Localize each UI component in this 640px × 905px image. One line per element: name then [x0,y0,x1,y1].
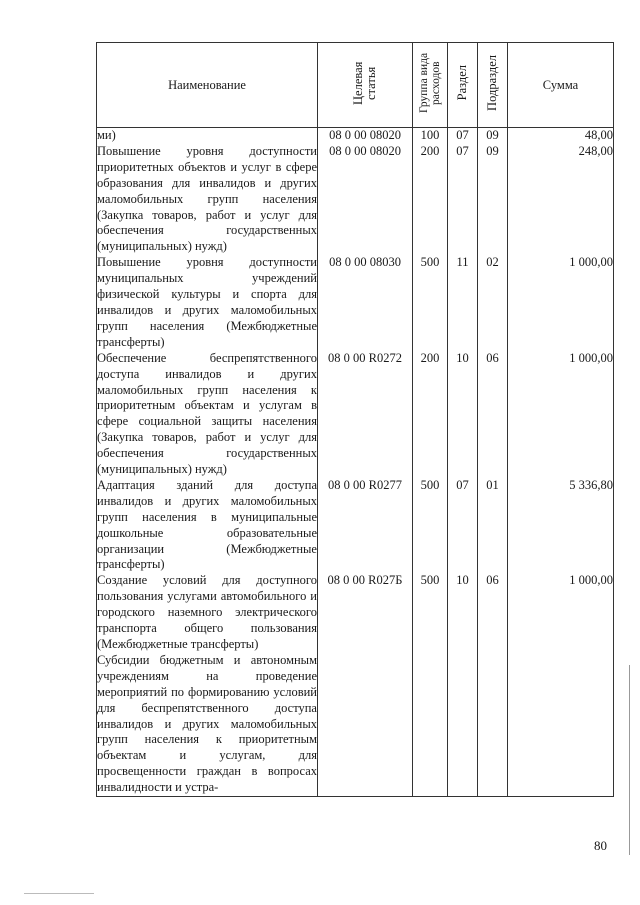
row-sum: 48,00 [508,128,614,144]
row-section: 07 [448,478,478,573]
row-sum: 5 336,80 [508,478,614,573]
row-target [318,653,413,797]
table-row [97,573,614,653]
footer-rule [24,893,94,894]
row-sum: 1 000,00 [508,573,614,653]
row-target: 08 0 00 08020 [318,144,413,255]
row-name: Субсидии бюджетным и автономным учреждениям на проведение мероприятий по формированию условий для беспрепятственного доступа инвалидов и других маломобильных групп населения к приоритетным объектам и услугам, для просвещенности граждан в вопросах инвалидности и устра- [97,653,318,797]
row-target: 08 0 00 08030 [318,255,413,350]
row-group [413,653,448,797]
row-target: 08 0 00 08020 [318,128,413,144]
table-row [97,478,614,573]
table-row [97,128,614,144]
row-sum [508,653,614,797]
row-section: 11 [448,255,478,350]
row-subsection: 06 [478,573,508,653]
budget-table [96,42,614,797]
row-group: 500 [413,573,448,653]
header-name: Наименование [97,43,318,128]
table-body [97,128,614,797]
row-subsection: 06 [478,351,508,478]
scan-edge-line [629,665,630,855]
header-target-article [318,43,413,128]
row-sum: 1 000,00 [508,255,614,350]
row-subsection [478,653,508,797]
header-sum: Сумма [508,43,614,128]
header-expense-group-label: Группа вида расходов [417,52,442,114]
row-group: 200 [413,351,448,478]
row-sum: 248,00 [508,144,614,255]
row-section: 07 [448,144,478,255]
row-name: Обеспечение беспрепятственного доступа инвалидов и других маломобильных групп населения к приоритетным объектам и услугам в сфере социальной защиты населения (Закупка товаров, работ и услуг для обеспечения государственных (муниципальных) нужд) [97,350,317,477]
header-subsection-label: Подраздел [484,55,499,111]
header-section-label: Раздел [454,65,469,101]
row-group: 500 [413,255,448,350]
row-subsection: 09 [478,128,508,144]
page-number: 80 [594,838,607,853]
row-section: 10 [448,573,478,653]
table-row [97,255,614,350]
row-name: Адаптация зданий для доступа инвалидов и других маломобильных групп населения в муниципальные дошкольные образовательные организации (Межбюджетные трансферты) [97,477,317,572]
row-section: 10 [448,351,478,478]
row-section [448,653,478,797]
header-expense-group [413,43,448,128]
row-group: 100 [413,128,448,144]
row-subsection: 02 [478,255,508,350]
row-subsection: 01 [478,478,508,573]
row-target: 08 0 00 R0277 [318,478,413,573]
row-name: Повышение уровня доступности приоритетных объектов и услуг в сфере образования для инвалидов и других маломобильных групп населения (Закупка товаров, работ и услуг для обеспечения государственных (муниципальных) нужд) [97,143,317,254]
row-name: Повышение уровня доступности муниципальных учреждений физической культуры и спорта для инвалидов и других маломобильных групп населения (Межбюджетные трансферты) [97,255,317,349]
header-subsection [478,43,508,128]
row-group: 200 [413,144,448,255]
table-header [97,43,614,128]
row-section: 07 [448,128,478,144]
row-group: 500 [413,478,448,573]
row-name: ми) [97,128,318,144]
table-row [97,351,614,478]
table-row [97,653,614,797]
row-sum: 1 000,00 [508,351,614,478]
header-section [448,43,478,128]
header-target-article-label: Целевая статья [350,61,378,105]
row-target: 08 0 00 R0272 [318,351,413,478]
row-subsection: 09 [478,144,508,255]
table-row [97,144,614,255]
row-name: Создание условий для доступного пользования услугами автомобильного и городского наземного электрического транспорта общего пользования (Межбюджетные трансферты) [97,573,317,651]
row-target: 08 0 00 R027Б [318,573,413,653]
